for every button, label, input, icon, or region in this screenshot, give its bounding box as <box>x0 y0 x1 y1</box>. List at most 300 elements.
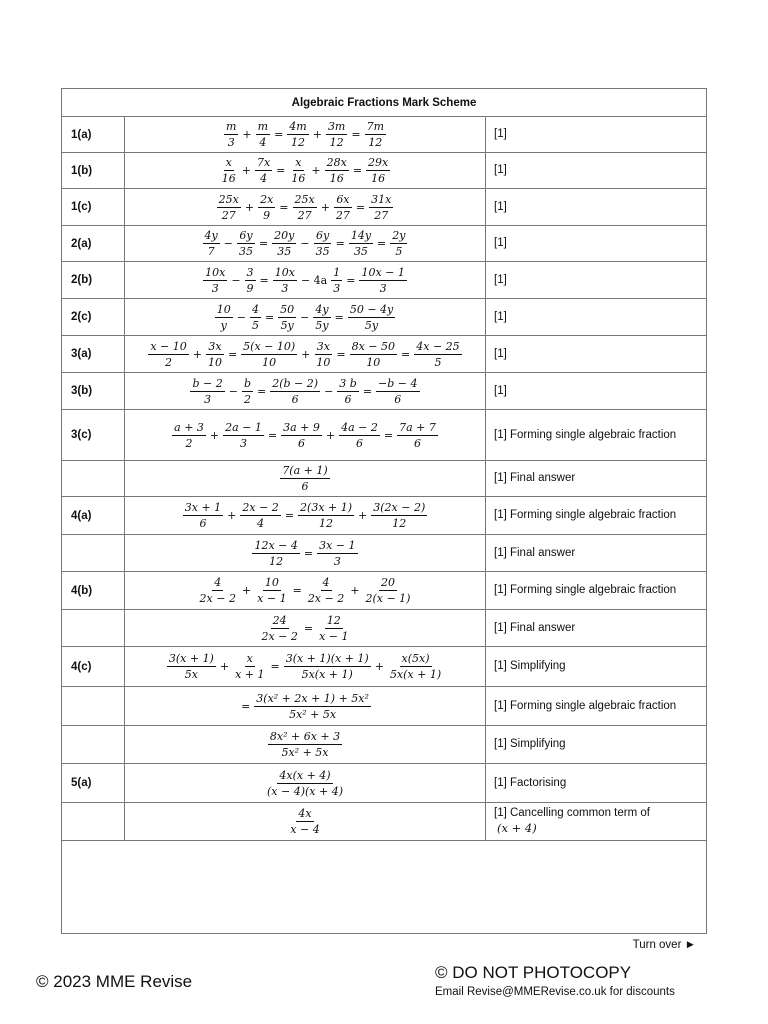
denominator: 5 <box>395 245 403 258</box>
working-cell <box>125 336 486 372</box>
operator: − <box>300 237 310 250</box>
denominator: 2 <box>243 392 251 406</box>
equation <box>287 807 322 836</box>
fraction <box>348 303 395 332</box>
mark-cell <box>486 373 706 409</box>
numerator: 25x <box>294 192 315 206</box>
numerator: 4y <box>204 229 218 242</box>
numerator: 6x <box>336 192 350 206</box>
operator: + <box>374 660 384 673</box>
fraction <box>273 266 297 295</box>
fraction <box>240 501 280 530</box>
fraction <box>254 692 371 721</box>
question-number: 3(a) <box>62 336 125 372</box>
numerator: 4a − 2 <box>341 420 378 434</box>
fraction <box>241 340 297 369</box>
mark-text: [1] <box>494 200 507 213</box>
denominator: 27 <box>297 208 312 222</box>
working-cell <box>125 461 486 496</box>
working-cell <box>125 153 486 188</box>
fraction <box>287 120 308 149</box>
denominator: 2x − 2 <box>199 592 236 605</box>
numerator: m <box>225 120 237 133</box>
fraction <box>203 266 227 295</box>
numerator: 25x <box>218 192 239 206</box>
denominator: 2(x − 1) <box>365 592 411 605</box>
numerator: 4 <box>322 576 330 589</box>
mark-cell <box>486 299 706 335</box>
operator: = <box>264 310 275 324</box>
denominator: 6 <box>291 392 299 406</box>
working-cell <box>125 497 486 534</box>
numerator: 4x <box>298 807 312 820</box>
numerator: 7a + 7 <box>399 420 436 434</box>
table-row <box>62 497 706 535</box>
mark-cell <box>486 497 706 534</box>
mark-text: [1] Final answer <box>494 546 576 559</box>
turn-over-note: Turn over ► <box>632 939 696 951</box>
denominator: 10 <box>316 355 331 369</box>
denominator: 5y <box>364 318 379 332</box>
numerator: 10x <box>205 265 226 279</box>
operator: + <box>227 509 237 522</box>
mark-cell <box>486 226 706 261</box>
operator: = <box>241 699 251 713</box>
fraction <box>363 576 412 605</box>
denominator: 2x − 2 <box>261 629 298 643</box>
operator: + <box>209 428 220 442</box>
working-cell <box>125 803 486 840</box>
denominator: 5x² + 5x <box>281 746 329 759</box>
operator: − <box>231 273 241 287</box>
question-number: 1(c) <box>62 189 125 225</box>
fraction <box>397 421 438 450</box>
question-number <box>62 610 125 646</box>
numerator: 2x − 2 <box>242 501 279 514</box>
fraction <box>224 120 238 149</box>
operator: = <box>284 509 295 522</box>
operator: − <box>228 384 238 398</box>
fraction <box>203 229 220 258</box>
numerator: b <box>243 376 251 390</box>
table-row <box>62 189 706 226</box>
denominator: 27 <box>374 208 389 222</box>
denominator: 3 <box>211 281 219 295</box>
fraction <box>252 539 299 568</box>
fraction <box>272 229 296 258</box>
working-cell <box>125 535 486 571</box>
operator: = <box>377 237 387 250</box>
mark-cell <box>486 535 706 571</box>
fraction <box>313 303 330 332</box>
operator: = <box>279 200 289 214</box>
equation <box>166 652 444 681</box>
numerator: 4x − 25 <box>416 339 460 353</box>
denominator: 3 <box>204 392 212 406</box>
operator: + <box>242 128 252 141</box>
equation <box>202 229 409 258</box>
denominator: 6 <box>301 480 309 493</box>
question-number: 4(a) <box>62 497 125 534</box>
denominator: 27 <box>221 208 236 222</box>
copyright-notice: © 2023 MME Revise <box>36 972 193 991</box>
numerator: 6y <box>239 229 253 242</box>
operator: = <box>401 347 411 361</box>
fraction <box>325 156 349 185</box>
operator: = <box>303 621 314 635</box>
denominator: 6 <box>344 392 352 406</box>
numerator: 4y <box>315 302 329 316</box>
numerator: 10 <box>216 302 231 316</box>
working-cell <box>125 299 486 335</box>
fraction <box>242 377 253 406</box>
fraction <box>314 340 332 369</box>
denominator: 27 <box>335 208 350 222</box>
numerator: 50 <box>280 302 295 316</box>
operator: − <box>236 310 246 324</box>
equation <box>202 266 408 295</box>
numerator: 20y <box>274 229 295 242</box>
equation <box>219 156 391 185</box>
working-cell <box>125 764 486 802</box>
denominator: y <box>220 318 227 332</box>
denominator: 35 <box>353 245 368 258</box>
denominator: 7 <box>207 245 215 258</box>
working-cell <box>125 610 486 646</box>
fraction <box>265 769 345 798</box>
numerator: 50 − 4y <box>349 302 394 316</box>
fraction <box>256 120 270 149</box>
fraction <box>326 120 347 149</box>
mark-cell <box>486 572 706 609</box>
operator: = <box>352 164 363 177</box>
numerator: 12 <box>326 613 341 627</box>
operator: = <box>227 347 238 361</box>
operator: = <box>258 237 269 250</box>
denominator: 35 <box>277 245 292 258</box>
fraction <box>337 377 359 406</box>
table-row <box>62 336 706 373</box>
table-row <box>62 461 706 497</box>
question-number <box>62 803 125 840</box>
operator: = <box>303 546 314 560</box>
denominator: 2 <box>165 355 173 369</box>
operator: − <box>324 384 334 398</box>
question-number: 2(a) <box>62 226 125 261</box>
fraction <box>255 576 288 605</box>
operator: = <box>346 273 356 287</box>
numerator: 28x <box>326 156 347 169</box>
fraction <box>183 501 223 530</box>
table-row <box>62 262 706 299</box>
denominator: x − 1 <box>319 629 349 643</box>
mark-cell <box>486 410 706 460</box>
numerator: 3a + 9 <box>283 420 320 434</box>
fraction <box>390 229 407 258</box>
operator: + <box>325 428 336 442</box>
operator: + <box>312 128 322 141</box>
denominator: 10 <box>262 355 277 369</box>
table-row <box>62 535 706 572</box>
denominator: 35 <box>238 245 253 258</box>
mark-text: [1] Forming single algebraic fraction <box>494 428 677 441</box>
denominator: x − 1 <box>257 592 287 605</box>
working-cell <box>125 117 486 152</box>
denominator: 16 <box>291 172 306 185</box>
denominator: 16 <box>371 172 386 185</box>
mark-cell <box>486 461 706 496</box>
denominator: 12 <box>368 136 383 149</box>
denominator: 5x(x + 1) <box>301 668 353 681</box>
fraction <box>331 266 342 295</box>
numerator: 14y <box>350 229 372 242</box>
table-row <box>62 373 706 410</box>
operator: = <box>362 384 373 398</box>
working-cell <box>125 726 486 763</box>
fraction <box>365 120 386 149</box>
table-row <box>62 687 706 726</box>
equation <box>189 377 420 406</box>
mark-cell <box>486 153 706 188</box>
operator: = <box>267 428 278 442</box>
numerator: 29x <box>368 156 389 169</box>
operator: = <box>355 200 366 214</box>
fraction <box>350 340 397 369</box>
mark-text: [1] Final answer <box>494 621 576 634</box>
denominator: 6 <box>394 392 402 406</box>
numerator: 10x − 1 <box>361 265 405 279</box>
numerator: 4m <box>289 120 307 133</box>
denominator: 12 <box>392 517 407 530</box>
numerator: 3 b <box>339 376 357 390</box>
operator: = <box>276 164 286 177</box>
denominator: 6 <box>298 436 305 450</box>
mark-text: [1] <box>494 237 507 249</box>
numerator: 2a − 1 <box>225 420 262 434</box>
mark-text: [1] Simplifying <box>494 738 566 750</box>
fraction <box>317 539 357 568</box>
question-number <box>62 461 125 496</box>
operator: = <box>383 428 394 442</box>
numerator: x <box>295 156 302 169</box>
no-photocopy-notice: © DO NOT PHOTOCOPY <box>435 963 632 982</box>
mark-text: [1] <box>494 128 507 140</box>
mark-cell <box>486 117 706 152</box>
table-title: Algebraic Fractions Mark Scheme <box>62 89 706 117</box>
question-number: 4(b) <box>62 572 125 609</box>
operator: = <box>270 660 280 673</box>
question-number: 1(a) <box>62 117 125 152</box>
mark-math-text: (x + 4) <box>497 821 537 835</box>
mark-cell <box>486 610 706 646</box>
equation <box>214 303 397 332</box>
mark-cell <box>486 803 706 840</box>
mark-text: [1] <box>494 384 507 397</box>
operator: + <box>244 200 255 214</box>
table-body <box>62 117 706 841</box>
fraction <box>278 303 296 332</box>
equation <box>264 769 346 798</box>
equation <box>238 692 372 721</box>
equation <box>171 421 439 450</box>
numerator: 5(x − 10) <box>243 339 296 353</box>
numerator: x − 10 <box>150 339 187 353</box>
operator: = <box>274 128 284 141</box>
fraction <box>414 340 461 369</box>
question-number: 2(b) <box>62 262 125 298</box>
equation <box>216 193 395 222</box>
equation <box>251 539 358 568</box>
numerator: 10 <box>264 576 279 589</box>
table-row <box>62 117 706 153</box>
numerator: 6y <box>316 229 330 242</box>
fraction <box>369 193 393 222</box>
fraction <box>306 576 346 605</box>
numerator: a + 3 <box>174 420 204 434</box>
fraction <box>288 807 321 836</box>
equation <box>182 501 429 530</box>
operator: = <box>259 273 269 287</box>
denominator: 3 <box>281 281 289 295</box>
table-row <box>62 803 706 841</box>
denominator: 12 <box>329 136 344 149</box>
fraction <box>255 156 272 185</box>
numerator: x <box>246 652 253 665</box>
mark-text: [1] Simplifying <box>494 660 566 672</box>
fraction <box>217 193 241 222</box>
denominator: 12 <box>319 517 334 530</box>
working-cell <box>125 410 486 460</box>
fraction <box>190 377 224 406</box>
mark-text: [1] Forming single algebraic fraction <box>494 584 677 596</box>
table-row <box>62 726 706 764</box>
equation <box>197 576 414 605</box>
question-number <box>62 726 125 763</box>
mark-text: [1] Forming single algebraic fraction <box>494 699 677 712</box>
table-row <box>62 610 706 647</box>
fraction <box>317 614 350 643</box>
numerator: 7(a + 1) <box>282 464 328 477</box>
numerator: 7x <box>256 156 271 169</box>
denominator: 10 <box>366 355 381 369</box>
operator: + <box>301 347 311 361</box>
question-number: 4(c) <box>62 647 125 686</box>
denominator: 16 <box>221 172 236 185</box>
numerator: b − 2 <box>192 376 223 390</box>
equation <box>258 614 351 643</box>
question-number: 5(a) <box>62 764 125 802</box>
fraction <box>314 229 332 258</box>
operator: + <box>192 347 202 361</box>
table-row <box>62 226 706 262</box>
mark-text: [1] <box>494 347 507 360</box>
operator: − <box>300 310 310 324</box>
question-number: 2(c) <box>62 299 125 335</box>
question-number: 1(b) <box>62 153 125 188</box>
numerator: 4 <box>214 576 222 589</box>
denominator: 5 <box>434 355 442 369</box>
denominator: 4 <box>260 172 268 185</box>
fraction <box>206 340 224 369</box>
numerator: 20 <box>380 576 395 589</box>
numerator: 3 <box>246 265 254 279</box>
fraction <box>284 652 371 681</box>
working-cell <box>125 687 486 725</box>
mark-text: [1] Final answer <box>494 472 576 484</box>
numerator: 3(2x − 2) <box>373 501 426 514</box>
numerator: 3(x² + 2x + 1) + 5x² <box>256 691 369 705</box>
mark-cell <box>486 764 706 802</box>
denominator: 3 <box>240 436 248 450</box>
working-cell <box>125 572 486 609</box>
numerator: 4 <box>251 302 259 316</box>
denominator: 3 <box>379 281 387 295</box>
numerator: 3x + 1 <box>184 501 222 514</box>
mark-cell <box>486 189 706 225</box>
denominator: 3 <box>333 281 341 295</box>
working-cell <box>125 262 486 298</box>
numerator: x <box>225 156 232 169</box>
operator: + <box>358 509 368 522</box>
mark-cell <box>486 336 706 372</box>
operator: = <box>335 237 345 250</box>
equation <box>279 464 330 493</box>
table-row <box>62 647 706 687</box>
fraction <box>298 501 354 530</box>
denominator: x + 1 <box>235 668 265 681</box>
working-cell <box>125 647 486 686</box>
denominator: 5x <box>184 668 198 681</box>
operator: = <box>292 584 302 597</box>
mark-text: [1] Factorising <box>494 776 567 789</box>
equation <box>223 120 387 149</box>
operator: − <box>223 237 233 250</box>
table-row <box>62 572 706 610</box>
fraction <box>289 156 307 185</box>
operator: + <box>241 164 251 177</box>
table-row <box>62 764 706 803</box>
denominator: 4 <box>257 517 265 530</box>
fraction <box>376 377 419 406</box>
numerator: 2(3x + 1) <box>300 501 353 514</box>
operator: + <box>320 200 330 214</box>
operator: = <box>351 128 361 141</box>
question-number: 3(b) <box>62 373 125 409</box>
denominator: 3 <box>227 136 235 149</box>
denominator: 2x − 2 <box>307 592 345 605</box>
denominator: x − 4 <box>290 823 320 836</box>
mark-cell <box>486 726 706 763</box>
numerator: 3x <box>208 339 222 353</box>
fraction <box>359 266 406 295</box>
numerator: 8x − 50 <box>351 339 396 353</box>
numerator: 1 <box>333 265 341 279</box>
operator: = <box>336 347 346 361</box>
fraction <box>215 303 233 332</box>
numerator: 3x <box>316 339 330 353</box>
numerator: x(5x) <box>401 652 430 665</box>
denominator: 6 <box>413 436 421 450</box>
mark-text: [1] <box>494 273 507 286</box>
operator: + <box>241 584 252 597</box>
numerator: 7m <box>366 120 385 133</box>
question-number <box>62 535 125 571</box>
fraction <box>371 501 427 530</box>
fraction <box>281 421 322 450</box>
operator: + <box>350 584 360 597</box>
fraction <box>172 421 206 450</box>
numerator: 2y <box>392 229 406 242</box>
